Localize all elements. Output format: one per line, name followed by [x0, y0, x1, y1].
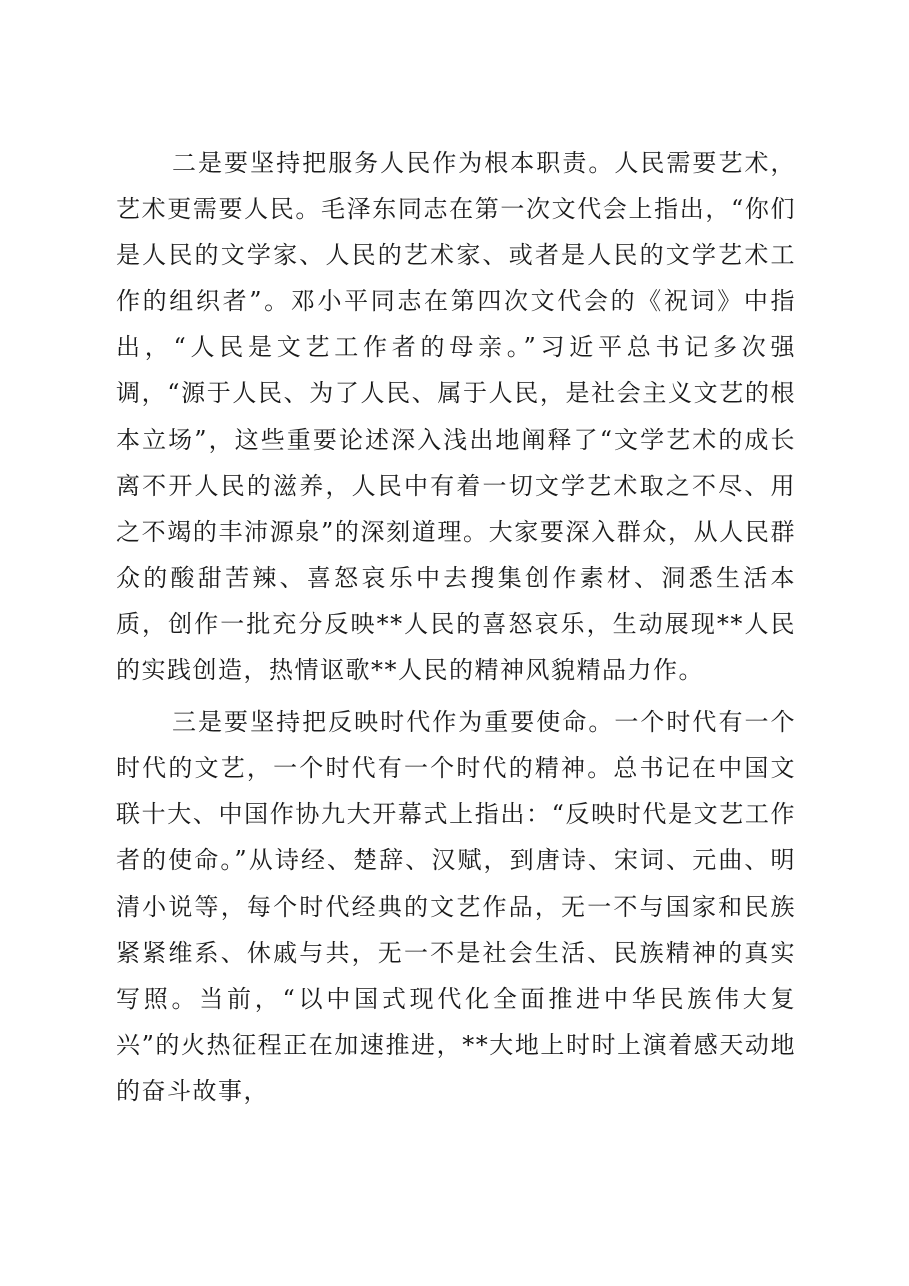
paragraph-reflect-the-era: 三是要坚持把反映时代作为重要使命。一个时代有一个时代的文艺，一个时代有一个时代的精神。总书记在中国文联十大、中国作协九大开幕式上指出：“反映时代是文艺工作者的使命。”从诗经、楚辞、汉赋，到唐诗、宋词、元曲、明清小说等，每个时代经典的文艺作品，无一不与国家和民族紧紧维系、休戚与共，无一不是社会生活、民族精神的真实写照。当前，“以中国式现代化全面推进中华民族伟大复兴”的火热征程正在加速推进，**大地上时时上演着感天动地的奋斗故事， [116, 708, 796, 1105]
paragraph-serve-the-people: 二是要坚持把服务人民作为根本职责。人民需要艺术，艺术更需要人民。毛泽东同志在第一次文代会上指出，“你们是人民的文学家、人民的艺术家、或者是人民的文学艺术工作的组织者”。邓小平同志在第四次文代会的《祝词》中指出，“人民是文艺工作者的母亲。”习近平总书记多次强调，“源于人民、为了人民、属于人民，是社会主义文艺的根本立场”，这些重要论述深入浅出地阐释了“文学艺术的成长离不开人民的滋养，人民中有着一切文学艺术取之不尽、用之不竭的丰沛源泉”的深刻道理。大家要深入群众，从人民群众的酸甜苦辣、喜怒哀乐中去搜集创作素材、洞悉生活本质，创作一批充分反映**人民的喜怒哀乐，生动展现**人民的实践创造，热情讴歌**人民的精神风貌精品力作。 [116, 149, 796, 685]
document-body [116, 140, 796, 1114]
